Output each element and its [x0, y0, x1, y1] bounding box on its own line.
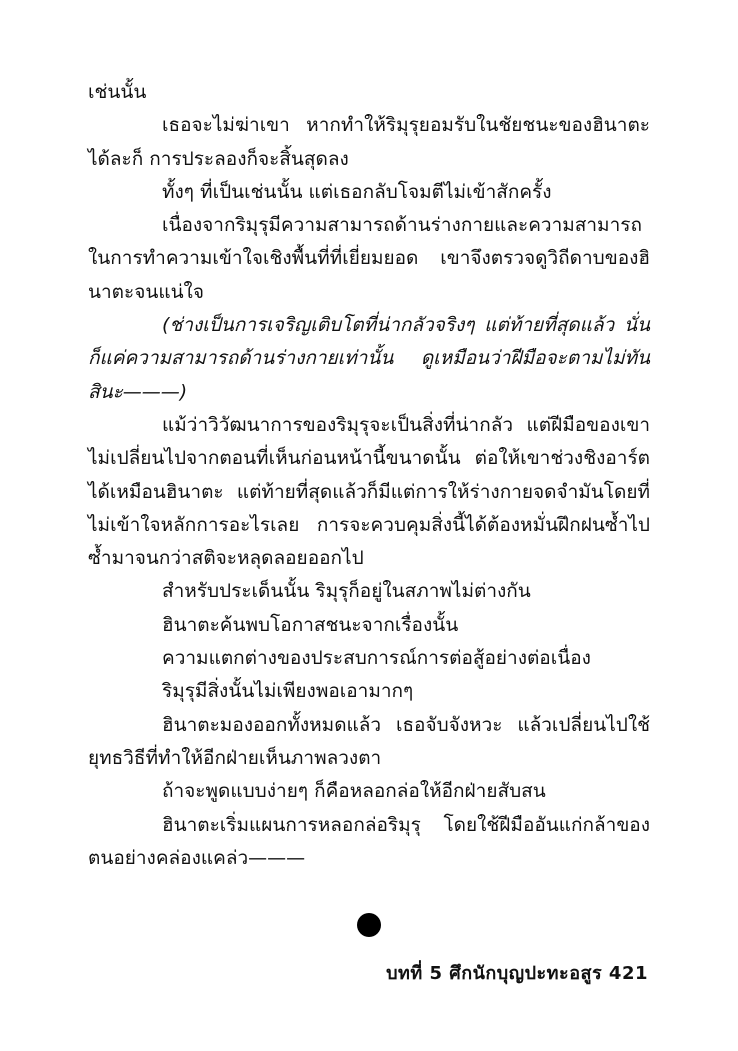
paragraph: ทั้งๆ ที่เป็นเช่นนั้น แต่เธอกลับโจมตีไม่เข้าสักครั้ง — [162, 180, 552, 203]
paragraph: เช่นนั้น — [88, 81, 147, 103]
section-dot — [357, 913, 381, 937]
paragraph: เธอจะไม่ฆ่าเขา หากทำให้ริมุรุยอมรับในชัยชนะของฮินาตะได้ละก็ การประลองก็จะสิ้นสุดลง — [88, 114, 650, 170]
paragraph: ฮินาตะมองออกทั้งหมดแล้ว เธอจับจังหวะ แล้วเปลี่ยนไปใช้ยุทธวิธีที่ทำให้อีกฝ่ายเห็นภาพลวงตา — [88, 713, 650, 769]
paragraph: ริมุรุมีสิ่งนั้นไม่เพียงพอเอามากๆ — [162, 680, 414, 703]
paragraph: ความแตกต่างของประสบการณ์การต่อสู้อย่างต่อเนื่อง — [162, 647, 591, 670]
paragraph: (ช่างเป็นการเจริญเติบโตที่น่ากลัวจริงๆ แต่ท้ายที่สุดแล้ว นั่นก็แค่ความสามารถด้านร่างกายเท่านั้น ดูเหมือนว่าฝีมือจะตามไม่ทันสินะ———) — [88, 314, 650, 403]
body-text — [88, 76, 650, 875]
paragraph: ถ้าจะพูดแบบง่ายๆ ก็คือหลอกล่อให้อีกฝ่ายสับสน — [162, 780, 546, 803]
paragraph: ฮินาตะค้นพบโอกาสชนะจากเรื่องนั้น — [162, 613, 459, 636]
paragraph: เนื่องจากริมุรุมีความสามารถด้านร่างกายและความสามารถในการทำความเข้าใจเชิงพื้นที่ที่เยี่ยมยอด เขาจึงตรวจดูวิถีดาบของฮินาตะจนแน่ใจ — [88, 214, 650, 303]
paragraph: สำหรับประเด็นนั้น ริมุรุก็อยู่ในสภาพไม่ต่างกัน — [162, 580, 531, 603]
page-footer: บทที่ 5 ศึกนักบุญปะทะอสูร 421 — [386, 963, 648, 984]
paragraph: แม้ว่าวิวัฒนาการของริมุรุจะเป็นสิ่งที่น่ากลัว แต่ฝีมือของเขาไม่เปลี่ยนไปจากตอนที่เห็นก่อนหน้านี้ขนาดนั้น ต่อให้เขาช่วงชิงอาร์ตได้เหมือนฮินาตะ แต่ท้ายที่สุดแล้วก็มีแต่การให้ร่างกายจดจำมันโดยที่ไม่เข้าใจหลักการอะไรเลย การจะควบคุมสิ่งนี้ได้ต้องหมั่นฝึกฝนซ้ำไปซ้ำมาจนกว่าสติจะหลุดลอยออกไป — [88, 413, 650, 570]
paragraph: ฮินาตะเริ่มแผนการหลอกล่อริมุรุ โดยใช้ฝีมืออันแก่กล้าของตนอย่างคล่องแคล่ว——— — [88, 813, 650, 869]
